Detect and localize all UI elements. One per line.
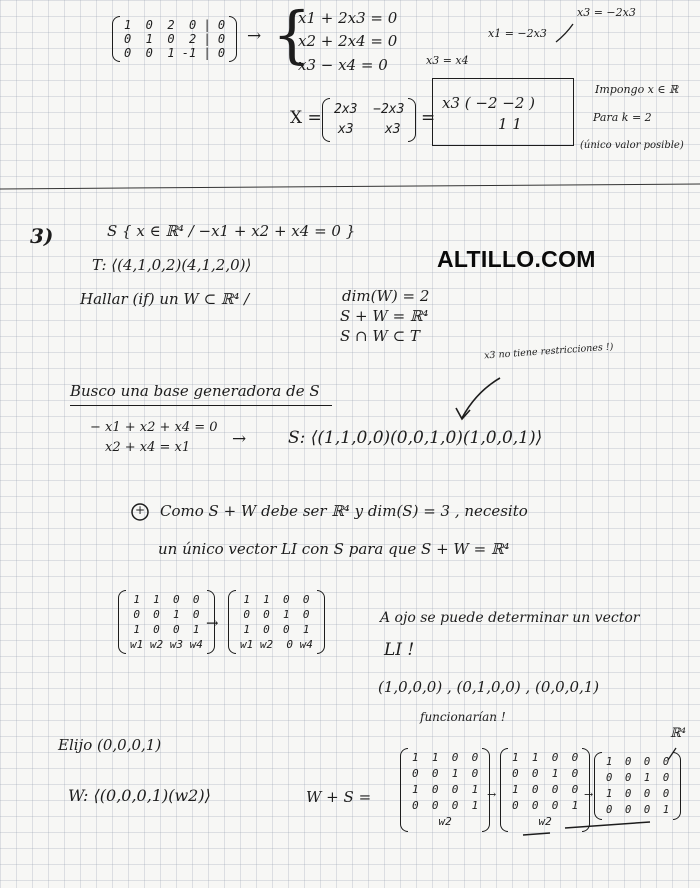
- w-definition: W: ⟨(0,0,0,1)(w2)⟩: [68, 786, 211, 805]
- bullet-mark: +: [135, 503, 146, 517]
- candidate-vectors: (1,0,0,0) , (0,1,0,0) , (0,0,0,1): [378, 678, 600, 696]
- busco-heading: Busco una base generadora de S: [70, 382, 320, 400]
- como-line-2: un único vector LI con S para que S + W = ℝ⁴: [158, 540, 510, 558]
- matrix-row: 1 0 0 1: [133, 623, 200, 636]
- side-note-2: Para k = 2: [593, 111, 652, 124]
- s-basis: S: ⟨(1,1,0,0)(0,0,1,0)(1,0,0,1)⟩: [288, 428, 543, 448]
- matrix-row: w1 w2 0 w4: [240, 638, 313, 651]
- matrix-row: 2x3 −2x3: [334, 102, 405, 117]
- side-note-1: Impongo x ∈ ℝ: [595, 83, 679, 96]
- matrix-row: 0 0 1 0: [512, 767, 579, 780]
- matrix-d: [500, 748, 590, 832]
- s-equation-1: − x1 + x2 + x4 = 0: [90, 420, 218, 435]
- boxed-answer-row-1: x3 ( −2 −2 ): [442, 94, 536, 112]
- matrix-row: x3 x3: [337, 122, 401, 137]
- matrix-row: w2: [538, 815, 552, 828]
- equation-brace: {: [272, 0, 312, 71]
- matrix-a: [118, 590, 215, 654]
- r4-label: ℝ⁴: [670, 726, 687, 741]
- x-equals: X =: [290, 108, 322, 128]
- funcionarian-note: funcionarían !: [420, 710, 506, 724]
- matrix-row: 1 0 2 0 | 0: [124, 18, 226, 32]
- ojo-line-1: A ojo se puede determinar un vector: [380, 610, 640, 626]
- system-line-1: x1 + 2x3 = 0: [298, 9, 398, 27]
- matrix-row: 1 0 0 0: [606, 756, 670, 768]
- system-line-3: x3 − x4 = 0: [298, 56, 388, 74]
- arrow-5: →: [584, 788, 594, 801]
- matrix-row: 0 0 0 1: [412, 799, 479, 812]
- substitution-note-2: x3 = −2x3: [577, 6, 636, 19]
- matrix-e: [594, 752, 681, 820]
- matrix-row: 0 0 0 1: [512, 799, 579, 812]
- arrow-1: →: [247, 26, 262, 46]
- matrix-row: 1 0 0 0: [512, 783, 579, 796]
- matrix-row: 1 1 0 0: [512, 751, 579, 764]
- altillo-watermark: ALTILLO.COM: [437, 246, 596, 272]
- matrix-row: 1 0 0 0: [606, 788, 670, 800]
- equals-sign: =: [421, 108, 436, 128]
- condition-intersection: S ∩ W ⊂ T: [340, 327, 420, 345]
- matrix-c: [400, 748, 490, 832]
- system-line-2: x2 + 2x4 = 0: [298, 32, 398, 50]
- matrix-row: 1 1 0 0: [133, 593, 200, 606]
- w-plus-s: W + S =: [306, 788, 372, 806]
- matrix-row: 0 0 1 0: [243, 608, 310, 621]
- matrix-row: 1 0 0 1: [243, 623, 310, 636]
- matrix-row: w1 w2 w3 w4: [130, 638, 203, 651]
- matrix-row: 0 0 1 -1 | 0: [124, 46, 226, 60]
- matrix-row: w2: [438, 815, 452, 828]
- matrix-row: 1 1 0 0: [412, 751, 479, 764]
- ojo-line-2: LI !: [384, 640, 415, 660]
- arrow-2: →: [232, 429, 247, 449]
- matrix-row: 0 0 1 0: [412, 767, 479, 780]
- elijo-line: Elijo (0,0,0,1): [58, 736, 162, 754]
- arrow-3: →: [206, 614, 219, 632]
- como-line-1: Como S + W debe ser ℝ⁴ y dim(S) = 3 , necesito: [160, 502, 528, 520]
- matrix-b: [228, 590, 325, 654]
- matrix-row: 1 1 0 0: [243, 593, 310, 606]
- arrow-4: →: [487, 788, 497, 801]
- condition-sum: S + W = ℝ⁴: [340, 307, 429, 325]
- s-equation-2: x2 + x4 = x1: [105, 440, 191, 455]
- matrix-row: 0 0 1 0: [606, 772, 670, 784]
- substitution-note-3: x3 = x4: [426, 54, 469, 67]
- note-x3: x3 no tiene restricciones !): [483, 341, 614, 362]
- side-note-3: (único valor posible): [580, 140, 684, 151]
- matrix-row: 1 0 0 1: [412, 783, 479, 796]
- boxed-answer-row-2: 1 1: [498, 115, 522, 133]
- matrix-row: 0 1 0 2 | 0: [124, 32, 226, 46]
- hallar-statement: Hallar (if) un W ⊂ ℝ⁴ /: [80, 290, 250, 308]
- exercise-number: 3): [30, 224, 54, 248]
- matrix-row: 0 0 1 0: [133, 608, 200, 621]
- t-definition: T: ⟨(4,1,0,2)(4,1,2,0)⟩: [92, 256, 252, 274]
- s-definition: S { x ∈ ℝ⁴ / −x1 + x2 + x4 = 0 }: [107, 222, 356, 240]
- matrix-row: 0 0 0 1: [606, 804, 670, 816]
- condition-dim: dim(W) = 2: [342, 287, 430, 305]
- substitution-note-1: x1 = −2x3: [488, 27, 547, 40]
